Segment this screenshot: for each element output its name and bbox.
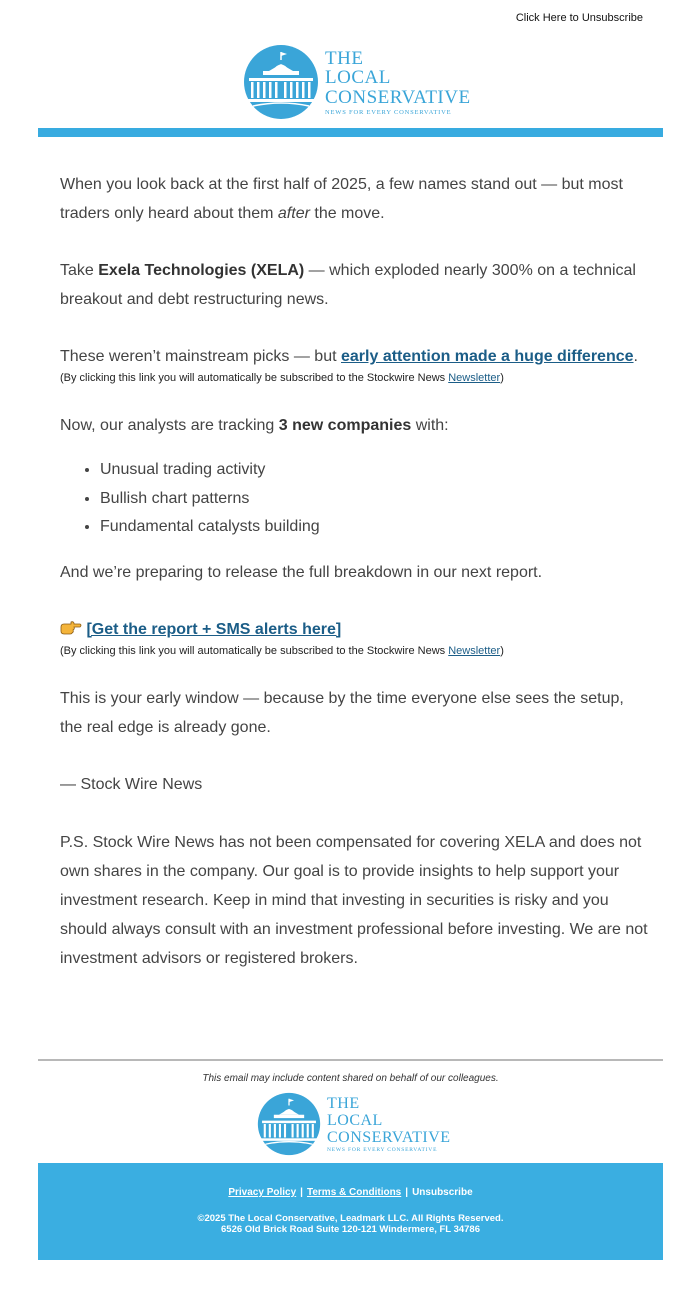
footer-bar: [38, 1163, 663, 1260]
newsletter-link-1[interactable]: Newsletter: [448, 372, 501, 384]
paragraph-picks: These weren’t mainstream picks — but early attention made a huge difference.: [60, 348, 638, 365]
white-house-logo-icon: [243, 44, 319, 120]
footer-copyright: [38, 1213, 663, 1235]
terms-link[interactable]: Terms & Conditions: [306, 1187, 402, 1198]
subscribe-note-1: (By clicking this link you will automatically be subscribed to the Stockwire News Newsletter): [60, 372, 504, 384]
address-text: 6526 Old Brick Road Suite 120-121 Windermere, FL 34786: [221, 1224, 480, 1235]
email-body: [60, 170, 650, 973]
separator: |: [405, 1187, 409, 1198]
separator: |: [300, 1187, 303, 1198]
list-item: • Fundamental catalysts building: [100, 513, 650, 542]
paragraph-xela: Take Exela Technologies (XELA) — which exploded nearly 300% on a technical breakout and debt restructuring news.: [60, 262, 636, 308]
paragraph-release: And we’re preparing to release the full breakdown in our next report.: [60, 563, 543, 581]
list-item: • Unusual trading activity: [100, 456, 650, 485]
footer-disclaimer: This email may include content shared on behalf of our colleagues.: [202, 1073, 499, 1084]
brand-line-2: LOCAL: [327, 1111, 383, 1129]
unsubscribe-link-top[interactable]: Click Here to Unsubscribe: [515, 12, 643, 24]
brand-tagline: NEWS FOR EVERY CONSERVATIVE: [325, 108, 452, 116]
footer-brand-wordmark: [327, 1096, 451, 1153]
brand-line-1: THE: [325, 47, 364, 69]
copyright-text: ©2025 The Local Conservative, Leadmark LLC. All Rights Reserved.: [197, 1213, 504, 1224]
unsubscribe-link-footer[interactable]: Unsubscribe: [412, 1187, 473, 1198]
brand-line-1: THE: [327, 1094, 360, 1112]
early-attention-link[interactable]: early attention made a huge difference: [341, 348, 634, 365]
paragraph-ps: P.S. Stock Wire News has not been compensated for covering XELA and does not own shares in the company. Our goal is to provide insights to help support your investment research. Keep in mind that investing in securities is risky and you should always consult with an investment professional before investing. We are not investment advisors or registered brokers.: [60, 833, 648, 967]
brand-line-3: CONSERVATIVE: [325, 86, 471, 108]
white-house-logo-icon: [257, 1092, 321, 1156]
brand-wordmark: [325, 49, 471, 116]
header-divider-bar: [38, 128, 663, 137]
signature: — Stock Wire News: [60, 775, 203, 793]
bullet-list: [60, 456, 650, 542]
newsletter-link-2[interactable]: Newsletter: [448, 644, 501, 657]
header-logo: [243, 44, 471, 120]
brand-line-3: CONSERVATIVE: [327, 1128, 451, 1146]
footer-divider: [38, 1059, 663, 1061]
brand-line-2: LOCAL: [325, 66, 391, 88]
paragraph-intro: When you look back at the first half of 2025, a few names stand out — but most traders only heard about them after the move.: [60, 176, 623, 222]
paragraph-window: This is your early window — because by the time everyone else sees the setup, the real edge is already gone.: [60, 689, 624, 736]
subscribe-note-2: (By clicking this link you will automatically be subscribed to the Stockwire News Newsletter): [60, 644, 504, 657]
get-report-link[interactable]: [Get the report + SMS alerts here]: [86, 620, 342, 638]
list-item: • Bullish chart patterns: [100, 485, 650, 514]
footer-links: [38, 1187, 663, 1198]
pointing-hand-icon: [60, 621, 82, 635]
privacy-policy-link[interactable]: Privacy Policy: [228, 1187, 297, 1198]
paragraph-tracking: Now, our analysts are tracking 3 new companies with:: [60, 417, 449, 434]
footer-logo: [257, 1092, 451, 1156]
brand-tagline: NEWS FOR EVERY CONSERVATIVE: [327, 1146, 438, 1153]
cta-line: [60, 615, 650, 644]
